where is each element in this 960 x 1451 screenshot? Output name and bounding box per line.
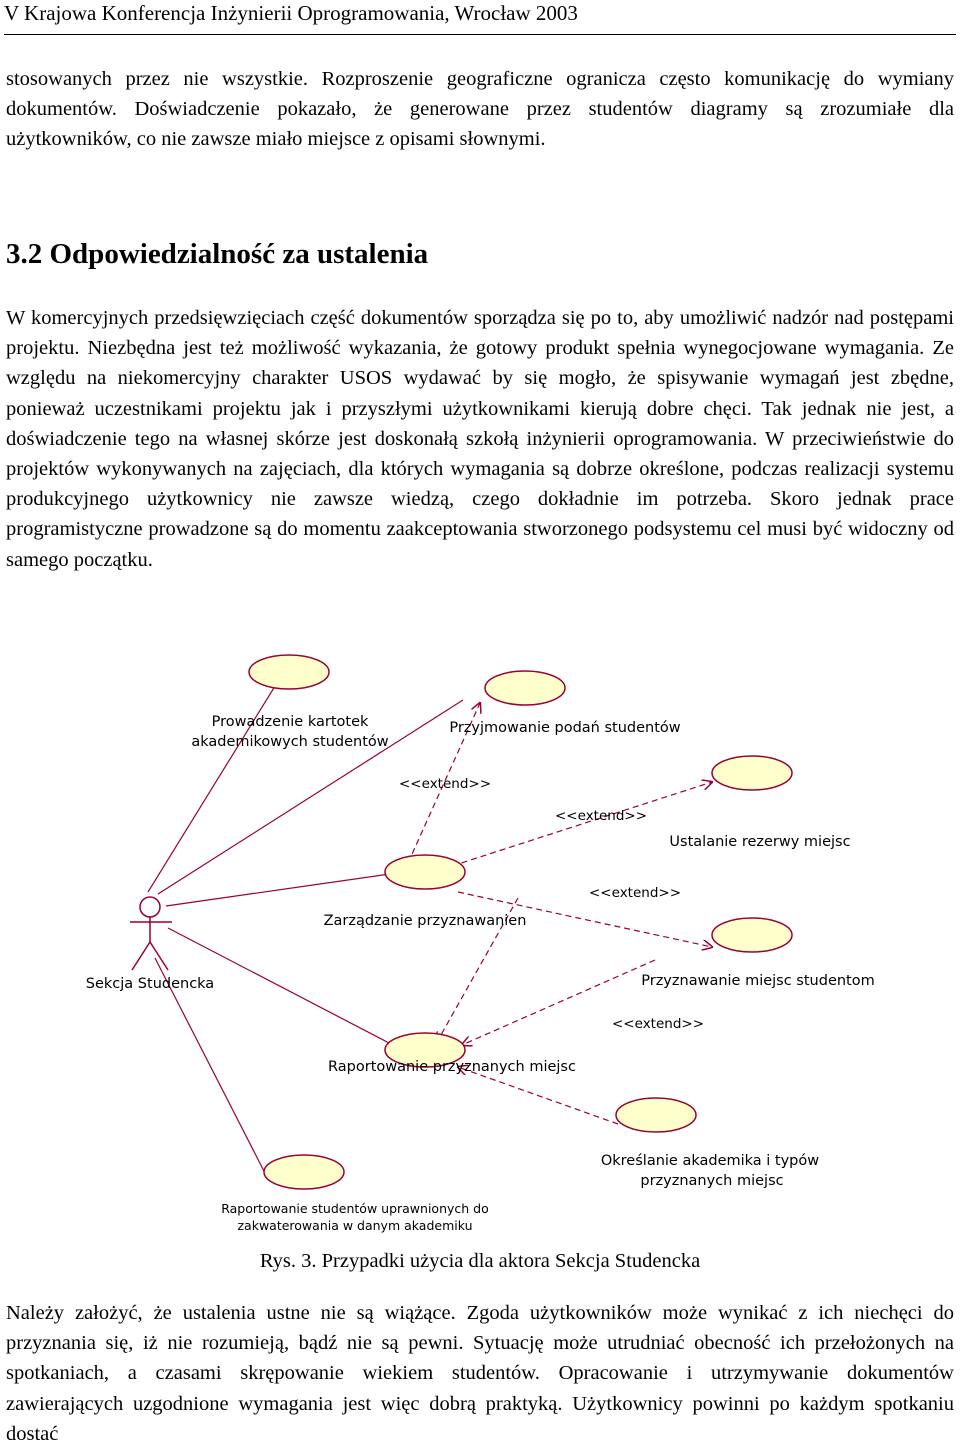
paragraph-intro: stosowanych przez nie wszystkie. Rozproszenie geograficzne ogranicza często komunikację do wymiany dokumentów. Doświadczenie pokazało, że generowane przez studentów diagramy są zrozumiałe dla użytkowników, co nie zawsze miało miejsce z opisami słownymi.	[6, 68, 954, 151]
use-case-label: Przyznawanie miejsc studentom	[641, 973, 875, 989]
association-line	[148, 678, 280, 892]
association-line	[166, 872, 404, 906]
use-case-ellipse	[712, 918, 792, 952]
paragraph-responsibility: W komercyjnych przedsięwzięciach część dokumentów sporządza się po to, aby umożliwić nadzór nad postępami projektu. Niezbędna jest też możliwość wykazania, że gotowy produkt spełnia wynegocjowane wymagania. Ze względu na niekomercyjny charakter USOS wydawać by się mogło, że spisywanie wymagań jest zbędne, ponieważ uczestnikami projektu jak i przyszłymi użytkownikami kierują dobre chęci. Tak jednak nie jest, a doświadczenie tego na własnej skórze jest doskonałą szkołą inżynierii oprogramowania. W przeciwieństwie do projektów wykonywanych na zajęciach, dla których wymagania są dobrze określone, podczas realizacji systemu produkcyjnego użytkownicy nie zawsze wiedzą, czego dokładnie im potrzeba. Skoro jednak prace programistyczne prowadzone są do momentu zaakceptowania stworzonego podsystemu cel musi być widoczny od samego początku.	[6, 307, 954, 571]
figure-caption: Rys. 3. Przypadki użycia dla aktora Sekcja Studencka	[259, 1250, 701, 1272]
use-case-ellipse	[485, 671, 565, 705]
use-case-label: przyznanych miejsc	[640, 1173, 784, 1189]
extend-arrow	[462, 960, 655, 1045]
extend-label: <<extend>>	[555, 808, 648, 824]
use-case-label: Zarządzanie przyznawanien	[323, 913, 527, 929]
actor-figure	[130, 897, 172, 970]
use-case-ellipse	[249, 655, 329, 689]
extend-label: <<extend>>	[612, 1016, 705, 1032]
use-case-label: Ustalanie rezerwy miejsc	[669, 834, 851, 850]
use-case-ellipse	[385, 855, 465, 889]
use-case-label: akademikowych studentów	[191, 734, 389, 750]
paragraph-agreements: Należy założyć, że ustalenia ustne nie są wiążące. Zgoda użytkowników może wynikać z ich niechęci do przyznania się, iż nie rozumieją, bądź nie są pewni. Sytuację może utrudniać obecność ich przełożonych na spotkaniach, a czasami skrępowanie wiekiem studentów. Opracowanie i utrzymywanie dokumentów zawierających uzgodnione wymagania jest więc dobrą praktyką. Użytkownicy powinni po każdym spotkaniu dostać	[6, 1302, 954, 1445]
extend-arrow	[458, 1067, 618, 1124]
use-case-ellipse	[264, 1155, 344, 1189]
use-case-label: Prowadzenie kartotek	[211, 714, 369, 730]
use-case-ellipse	[616, 1098, 696, 1132]
running-header: V Krajowa Konferencja Inżynierii Oprogramowania, Wrocław 2003	[4, 0, 956, 35]
actor-label: Sekcja Studencka	[85, 976, 215, 992]
extend-label: <<extend>>	[399, 776, 492, 792]
use-case-label: zakwaterowania w danym akademiku	[237, 1218, 473, 1233]
use-case-label: Raportowanie przyznanych miejsc	[328, 1059, 576, 1075]
use-case-ellipse	[712, 756, 792, 790]
section-heading: 3.2 Odpowiedzialność za ustalenia	[6, 238, 429, 270]
use-case-label: Określanie akademika i typów	[600, 1153, 820, 1169]
extend-label: <<extend>>	[589, 885, 682, 901]
use-case-diagram	[0, 640, 960, 1240]
use-case-label: Przyjmowanie podań studentów	[449, 720, 681, 736]
use-case-label: Raportowanie studentów uprawnionych do	[221, 1201, 489, 1216]
extend-arrow	[452, 782, 712, 866]
